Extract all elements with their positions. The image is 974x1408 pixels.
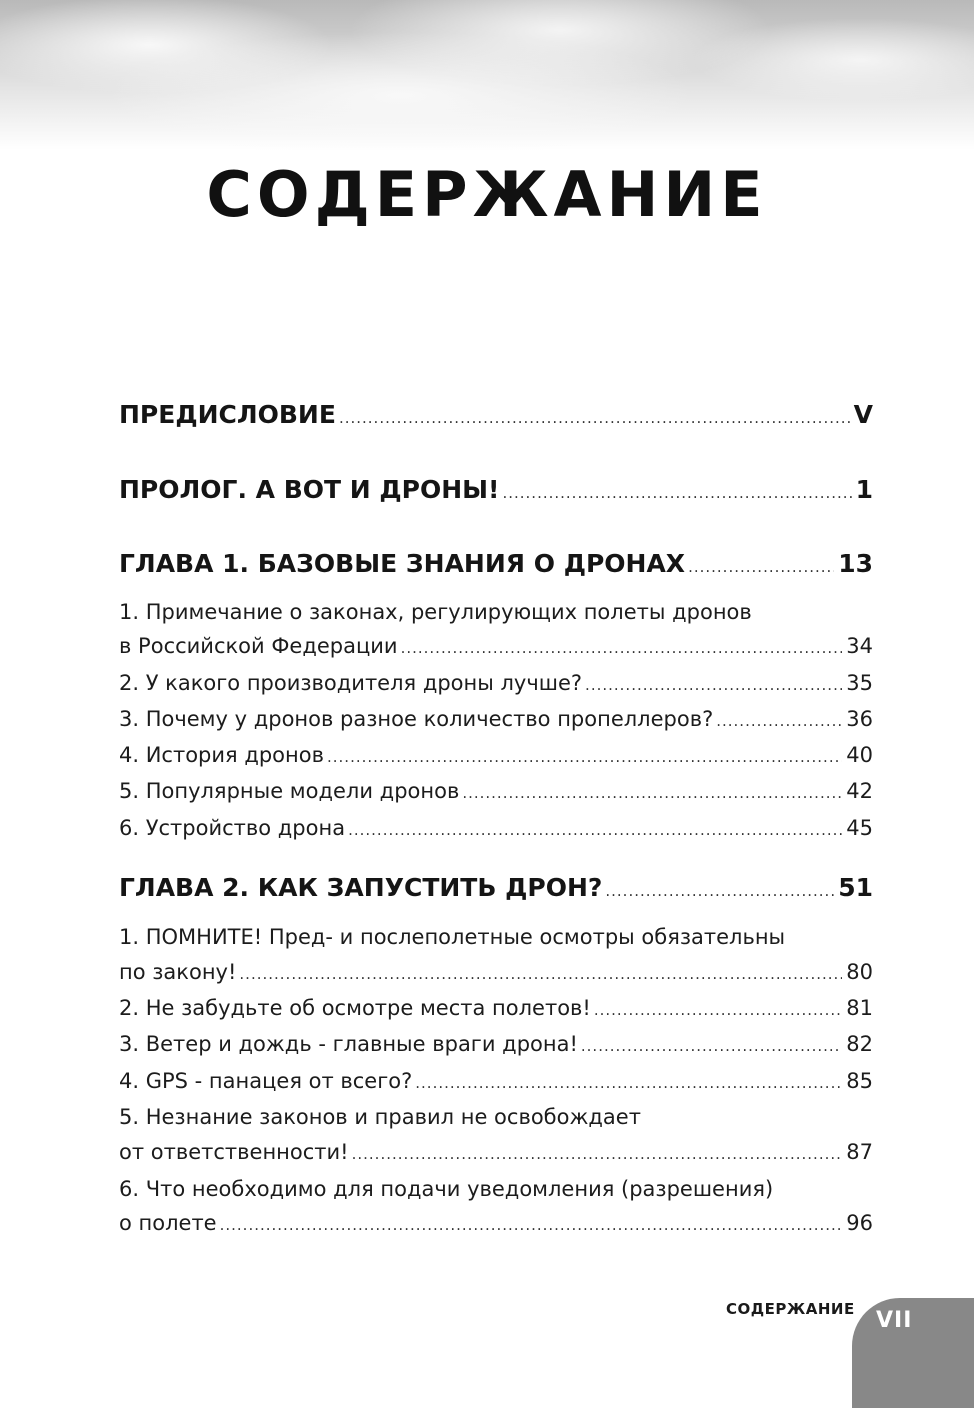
dot-leader (401, 639, 843, 657)
toc-subentry-2-5[interactable] (119, 1140, 873, 1164)
toc-entry-label: 3. Ветер и дождь - главные враги дрона! (119, 1032, 578, 1056)
toc-subentry-1-1[interactable] (119, 634, 873, 658)
dot-leader (585, 676, 842, 694)
toc-subentry-1-6[interactable] (119, 816, 873, 840)
toc-page-number: 51 (838, 873, 873, 902)
toc-page-number: 13 (838, 549, 873, 578)
dot-leader (415, 1074, 842, 1092)
dot-leader (502, 484, 851, 502)
toc-entry-label: 2. Не забудьте об осмотре места полетов! (119, 996, 591, 1020)
toc-entry-label: 1. ПОМНИТЕ! Пред- и послеполетные осмотры обязательны (119, 925, 786, 949)
toc-page-number: 36 (846, 707, 873, 731)
dot-leader (348, 821, 842, 839)
toc-subentry-1-3[interactable] (119, 707, 873, 731)
toc-page-number: 42 (846, 779, 873, 803)
toc-entry-chapter-1[interactable] (119, 549, 873, 578)
toc-subentry-1-5[interactable] (119, 779, 873, 803)
toc-page-number: 81 (846, 996, 873, 1020)
toc-entry-label: о полете (119, 1211, 217, 1235)
toc-entry-label: ГЛАВА 2. КАК ЗАПУСТИТЬ ДРОН? (119, 873, 603, 902)
toc-page-number: 85 (846, 1069, 873, 1093)
dot-leader (327, 748, 842, 766)
toc-entry-label: 5. Незнание законов и правил не освобождает (119, 1105, 641, 1129)
toc-page-number: 87 (846, 1140, 873, 1164)
toc-entry-label: по закону! (119, 960, 237, 984)
toc-page-number: 1 (855, 475, 873, 504)
toc-entry-label: 1. Примечание о законах, регулирующих полеты дронов (119, 600, 752, 624)
toc-page-number: 45 (846, 816, 873, 840)
toc-entry-label: от ответственности! (119, 1140, 349, 1164)
dot-leader (239, 965, 842, 983)
page-number: VII (876, 1308, 913, 1333)
toc-subentry-2-6[interactable] (119, 1211, 873, 1235)
dot-leader (688, 558, 834, 576)
toc-entry-chapter-2[interactable] (119, 873, 873, 902)
toc-subentry-2-3[interactable] (119, 1032, 873, 1056)
toc-subentry-1-2[interactable] (119, 671, 873, 695)
toc-entry-label: 3. Почему у дронов разное количество пропеллеров? (119, 707, 714, 731)
toc-subentry-2-1-line1[interactable] (119, 925, 873, 949)
toc-entry-label: 4. История дронов (119, 743, 324, 767)
toc-subentry-2-2[interactable] (119, 996, 873, 1020)
toc-subentry-1-1-line1[interactable] (119, 600, 873, 624)
dot-leader (716, 712, 842, 730)
toc-subentry-2-1[interactable] (119, 960, 873, 984)
toc-page-number: V (853, 400, 873, 429)
toc-subentry-1-4[interactable] (119, 743, 873, 767)
page-title: СОДЕРЖАНИЕ (206, 158, 768, 231)
toc-entry-label: 4. GPS - панацея от всего? (119, 1069, 413, 1093)
toc-entry-label: 6. Что необходимо для подачи уведомления (разрешения) (119, 1177, 774, 1201)
toc-subentry-2-4[interactable] (119, 1069, 873, 1093)
toc-page-number: 96 (846, 1211, 873, 1235)
dot-leader (594, 1001, 842, 1019)
running-footer-section: СОДЕРЖАНИЕ (726, 1300, 855, 1318)
toc-entry-preface[interactable] (119, 400, 873, 429)
toc-page-number: 35 (846, 671, 873, 695)
toc-subentry-2-5-line1[interactable] (119, 1105, 873, 1129)
dot-leader (605, 882, 834, 900)
toc-entry-label: 5. Популярные модели дронов (119, 779, 460, 803)
toc-entry-label: ПРЕДИСЛОВИЕ (119, 400, 336, 429)
toc-subentry-2-6-line1[interactable] (119, 1177, 873, 1201)
toc-entry-label: в Российской Федерации (119, 634, 398, 658)
toc-page-number: 82 (846, 1032, 873, 1056)
toc-page-number: 40 (846, 743, 873, 767)
toc-entry-prologue[interactable] (119, 475, 873, 504)
dot-leader (462, 784, 842, 802)
page-number-tab (852, 1298, 974, 1408)
toc-entry-label: ГЛАВА 1. БАЗОВЫЕ ЗНАНИЯ О ДРОНАХ (119, 549, 686, 578)
toc-page-number: 34 (846, 634, 873, 658)
dot-leader (352, 1145, 843, 1163)
toc-entry-label: 2. У какого производителя дроны лучше? (119, 671, 583, 695)
dot-leader (220, 1216, 843, 1234)
dot-leader (581, 1037, 842, 1055)
toc-page-number: 80 (846, 960, 873, 984)
cloudy-sky-header (0, 0, 974, 150)
toc-entry-label: ПРОЛОГ. А ВОТ И ДРОНЫ! (119, 475, 500, 504)
dot-leader (339, 409, 850, 427)
toc-entry-label: 6. Устройство дрона (119, 816, 346, 840)
